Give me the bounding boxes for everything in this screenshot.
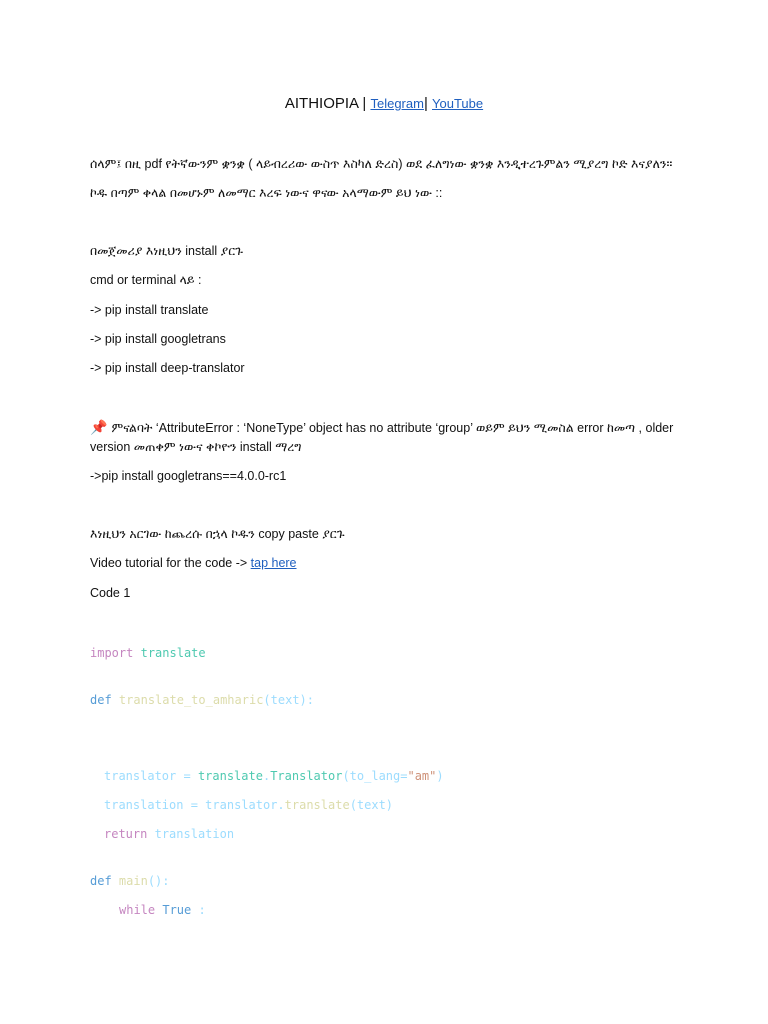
code-variable: translation bbox=[104, 798, 184, 812]
code-variable: translator bbox=[104, 769, 177, 783]
code-operator: = bbox=[176, 769, 198, 783]
code-keyword: import bbox=[90, 646, 134, 660]
code-args: (text) bbox=[349, 798, 394, 812]
code-colon: : bbox=[191, 903, 206, 917]
code-function-name: main bbox=[118, 874, 148, 888]
code-line-def-main bbox=[90, 872, 170, 890]
code-keyword: def bbox=[90, 693, 112, 707]
code-line-def bbox=[90, 691, 314, 709]
title-separator: | bbox=[423, 95, 433, 112]
code-dot: . bbox=[262, 769, 271, 783]
code-method: translate bbox=[284, 798, 350, 812]
pushpin-icon: 📌 bbox=[90, 419, 108, 435]
code-line-import bbox=[90, 644, 206, 662]
code-label: Code 1 bbox=[90, 586, 131, 600]
intro-line-2: ኮዱ በጣም ቀላል በመሆኑም ለመማር እረፍ ነውና ዋናው አላማውም ይህ ነው :: bbox=[90, 186, 443, 200]
googletrans-fix-command: ->pip install googletrans==4.0.0-rc1 bbox=[90, 469, 287, 483]
telegram-link[interactable]: Telegram bbox=[370, 96, 424, 111]
code-object: translator bbox=[205, 798, 278, 812]
site-name: AITHIOPIA bbox=[284, 95, 359, 112]
install-cmd-label: cmd or terminal ላይ : bbox=[90, 273, 202, 287]
tap-here-link[interactable]: tap here bbox=[250, 556, 297, 570]
copy-instruction: እነዚህን አርገው ከጨረሱ በኋላ ኮዱን copy paste ያርጉ bbox=[90, 527, 345, 541]
video-tutorial-label: Video tutorial for the code -> bbox=[90, 556, 251, 570]
install-heading: በመጀመሪያ እነዚህን install ያርጉ bbox=[90, 244, 243, 258]
code-keyword: def bbox=[90, 874, 112, 888]
code-params: (text): bbox=[263, 693, 314, 707]
code-line-return bbox=[104, 825, 234, 843]
error-note bbox=[90, 418, 680, 457]
code-constant: True bbox=[162, 903, 192, 917]
intro-line-1: ሰላም፤ በዚ pdf የትኛውንም ቋንቋ ( ላይብረሪው ውስጥ እስካለ ድረስ) ወደ ፈለግነው ቋንቋ እንዲተረጉምልን ሚያረግ ኮድ እናያለን። bbox=[90, 157, 673, 171]
code-string: "am" bbox=[407, 769, 437, 783]
install-item: -> pip install deep-translator bbox=[90, 361, 245, 375]
code-args: (to_lang= bbox=[342, 769, 408, 783]
install-item: -> pip install googletrans bbox=[90, 332, 226, 346]
video-tutorial-line bbox=[90, 554, 690, 573]
install-item: -> pip install translate bbox=[90, 303, 209, 317]
code-line-while bbox=[119, 901, 206, 919]
error-note-text: ምናልባት ‘AttributeError : ‘NoneType’ object has no attribute ‘group’ ወይም ይህን ሚመስል error ከመጣ , older version መጠቀም ነውና ቀኮዮን install ማረግ bbox=[90, 421, 674, 454]
code-operator: = bbox=[183, 798, 206, 812]
code-keyword: while bbox=[119, 903, 156, 917]
code-line-translation bbox=[104, 796, 393, 814]
code-function-name: translate_to_amharic bbox=[118, 693, 264, 707]
page-title bbox=[0, 94, 768, 114]
code-module: translate bbox=[140, 646, 206, 660]
youtube-link[interactable]: YouTube bbox=[432, 96, 484, 111]
code-params: (): bbox=[147, 874, 170, 888]
code-module: translate bbox=[197, 769, 263, 783]
title-separator: | bbox=[358, 95, 371, 112]
code-line-translator bbox=[104, 767, 444, 785]
code-variable: translation bbox=[154, 827, 235, 841]
code-paren: ) bbox=[436, 769, 444, 783]
code-keyword: return bbox=[104, 827, 148, 841]
code-class: Translator bbox=[270, 769, 343, 783]
code-dot: . bbox=[277, 798, 285, 812]
